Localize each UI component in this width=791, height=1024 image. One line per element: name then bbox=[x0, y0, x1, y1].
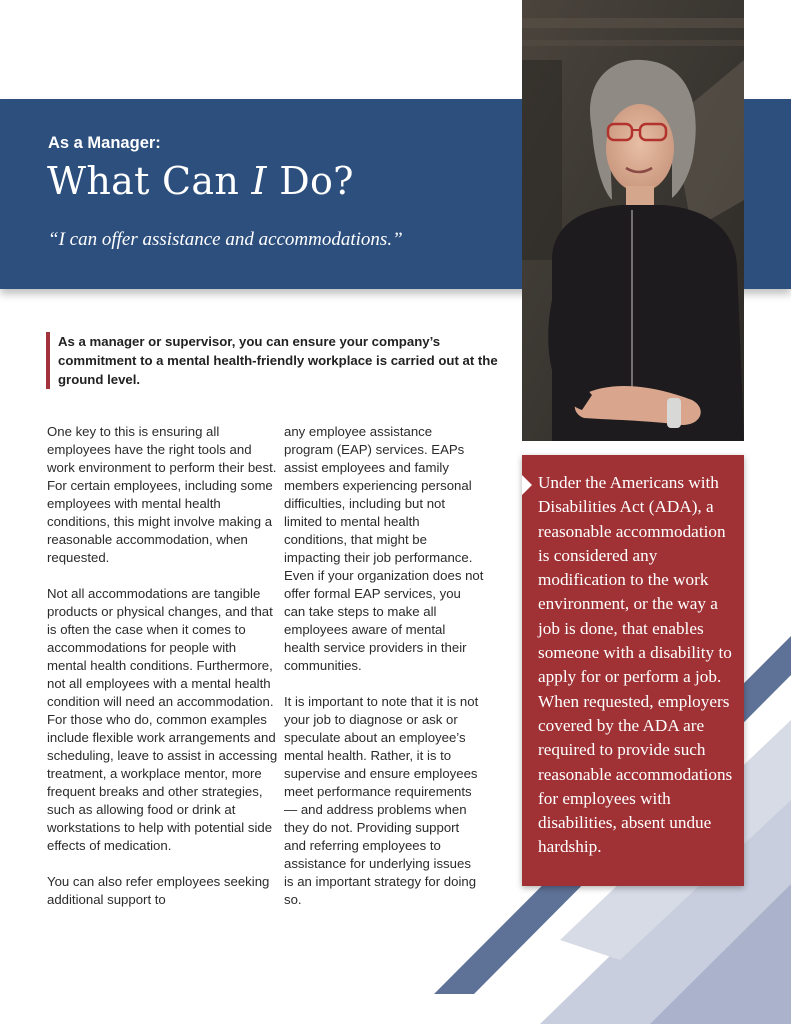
body-column-right bbox=[284, 423, 484, 927]
body-column-left bbox=[47, 423, 279, 927]
page-title bbox=[47, 159, 354, 203]
body-paragraph: You can also refer employees seeking additional support to bbox=[47, 874, 270, 907]
callout-text: Under the Americans with Disabilities Act (ADA), a reasonable accommodation is considered any modification to the work environment, or the way a job is done, that enables someone with a disability to apply for or perform a job. When requested, employers covered by the ADA are required to provide such reasonable accommodations for employees with disabilities, absent undue hardship. bbox=[538, 473, 733, 857]
portrait-illustration bbox=[522, 0, 744, 441]
body-paragraph: any employee assistance program (EAP) services. EAPs assist employees and family members experiencing personal difficulties, including but not limited to mental health conditions, that might be impacting their job performance. Even if your organization does not offer formal EAP services, you can take steps to make all employees aware of mental health service providers in their communities. bbox=[284, 424, 484, 673]
photo-face bbox=[606, 104, 674, 192]
header-quote: “I can offer assistance and accommodations.” bbox=[48, 229, 403, 250]
manager-portrait-photo bbox=[522, 0, 744, 441]
header-kicker: As a Manager: bbox=[48, 134, 161, 152]
title-emphasis: I bbox=[251, 159, 267, 203]
photo-bg-beam-1 bbox=[522, 18, 744, 28]
photo-watch bbox=[667, 398, 681, 428]
callout-pointer-icon bbox=[522, 475, 532, 495]
body-paragraph: Not all accommodations are tangible products or physical changes, and that is often the case when it comes to accommodations for people with mental health conditions. Furthermore, not all employees with a mental health condition will need an accommodation. For those who do, common examples include flexible work arrangements and scheduling, leave to assist in accessing treatment, a workplace mentor, more frequent breaks and other strategies, such as allowing food or drink at workstations to help with potential side effects of medication. bbox=[47, 586, 278, 853]
photo-bg-beam-2 bbox=[522, 40, 744, 46]
body-paragraph: It is important to note that it is not your job to diagnose or ask or speculate about an employee’s mental health. Rather, it is to supervise and ensure employees meet performance requirements— and address problems when they do not. Providing support and referring employees to assistance for underlying issues is an important strategy for doing so. bbox=[284, 694, 479, 907]
title-part-2: Do? bbox=[266, 159, 354, 203]
intro-paragraph: As a manager or supervisor, you can ensure your company’s commitment to a mental health-friendly workplace is carried out at the ground level. bbox=[46, 332, 508, 389]
body-paragraph: One key to this is ensuring all employees have the right tools and work environment to perform their best. For certain employees, including some employees with mental health conditions, this might involve making a reasonable accommodation, when requested. bbox=[47, 424, 277, 565]
photo-bg-panel bbox=[522, 60, 562, 260]
title-part-1: What Can bbox=[47, 159, 252, 203]
ada-callout-box bbox=[522, 455, 744, 886]
